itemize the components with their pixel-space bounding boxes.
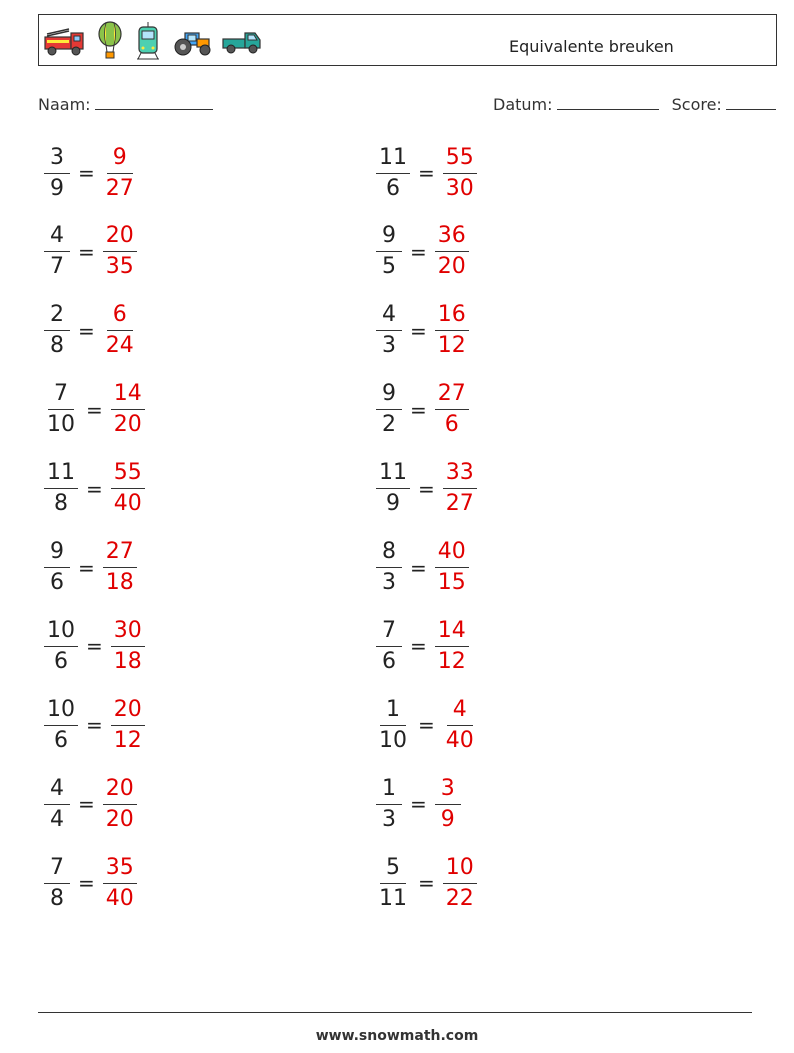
answer-denominator: 40 <box>445 727 474 753</box>
given-numerator: 4 <box>44 778 70 805</box>
answer-denominator: 12 <box>113 727 142 753</box>
given-fraction <box>376 225 402 278</box>
given-numerator: 10 <box>44 620 78 647</box>
pickup-truck-icon <box>221 27 263 55</box>
given-numerator: 1 <box>380 699 406 726</box>
answer-fraction <box>111 383 145 436</box>
answer-fraction <box>111 462 145 515</box>
answer-numerator: 27 <box>103 541 137 568</box>
given-denominator: 7 <box>50 254 64 280</box>
fraction-problem <box>44 457 145 521</box>
equals-sign: = <box>86 713 103 738</box>
given-numerator: 1 <box>376 778 402 805</box>
given-denominator: 8 <box>50 885 64 911</box>
equals-sign: = <box>78 239 95 264</box>
given-denominator: 10 <box>379 727 407 753</box>
given-fraction <box>376 696 410 753</box>
answer-numerator: 20 <box>103 225 137 252</box>
given-denominator: 4 <box>50 806 64 832</box>
answer-denominator: 6 <box>444 412 459 438</box>
date-label: Datum: <box>493 95 553 114</box>
given-fraction <box>376 617 402 674</box>
equals-sign: = <box>78 318 95 343</box>
answer-denominator: 40 <box>113 491 142 517</box>
answer-denominator: 27 <box>445 491 474 517</box>
answer-fraction <box>103 541 137 594</box>
given-denominator: 6 <box>50 570 64 595</box>
answer-numerator: 35 <box>103 857 137 884</box>
fraction-problem <box>376 220 469 284</box>
fraction-problem <box>376 299 469 363</box>
given-numerator: 2 <box>44 304 70 331</box>
fraction-problem <box>376 614 469 678</box>
answer-numerator: 55 <box>443 147 477 174</box>
answer-fraction <box>103 144 137 201</box>
equals-sign: = <box>78 161 95 185</box>
given-fraction <box>44 144 70 201</box>
answer-fraction <box>443 854 477 911</box>
given-fraction <box>44 225 70 278</box>
answer-fraction <box>435 541 469 594</box>
given-fraction <box>44 617 78 674</box>
answer-numerator: 6 <box>107 304 133 331</box>
fraction-problem <box>44 772 137 836</box>
fraction-problem <box>44 220 137 284</box>
equals-sign: = <box>78 792 95 817</box>
given-denominator: 8 <box>50 333 64 359</box>
equals-sign: = <box>418 161 435 185</box>
footer-divider <box>38 1012 752 1013</box>
fraction-problem <box>376 141 477 205</box>
answer-fraction <box>103 225 137 278</box>
fraction-problem <box>44 851 137 915</box>
tractor-icon <box>171 25 213 57</box>
answer-denominator: 9 <box>440 806 455 832</box>
icon-row <box>43 21 263 61</box>
given-fraction <box>44 383 78 436</box>
given-numerator: 4 <box>44 225 70 252</box>
given-numerator: 11 <box>376 147 410 174</box>
answer-denominator: 20 <box>105 806 134 832</box>
answer-denominator: 22 <box>445 885 474 911</box>
given-numerator: 7 <box>48 383 74 410</box>
given-fraction <box>376 383 402 436</box>
date-score-fields <box>493 93 776 114</box>
page-title: Equivalente breuken <box>509 37 674 56</box>
answer-fraction <box>103 304 137 357</box>
given-numerator: 9 <box>44 541 70 568</box>
given-denominator: 3 <box>382 806 396 832</box>
given-numerator: 11 <box>376 462 410 489</box>
worksheet-header <box>38 14 777 66</box>
given-denominator: 6 <box>386 175 400 201</box>
fraction-problem <box>376 536 469 600</box>
name-field <box>38 93 213 114</box>
answer-fraction <box>443 462 477 515</box>
given-numerator: 9 <box>376 383 402 410</box>
answer-denominator: 30 <box>445 175 474 201</box>
hot-air-balloon-icon <box>95 21 125 61</box>
answer-numerator: 30 <box>111 620 145 647</box>
equals-sign: = <box>410 239 427 264</box>
given-fraction <box>376 304 402 357</box>
fraction-problem <box>44 614 145 678</box>
answer-fraction <box>435 304 469 357</box>
fraction-problem <box>44 378 145 442</box>
given-numerator: 9 <box>376 225 402 252</box>
date-blank[interactable] <box>557 93 659 110</box>
equals-sign: = <box>86 476 103 501</box>
answer-numerator: 10 <box>443 857 477 884</box>
answer-fraction <box>435 775 461 832</box>
given-denominator: 9 <box>50 175 64 201</box>
answer-numerator: 14 <box>111 383 145 410</box>
fraction-problem <box>44 536 137 600</box>
fraction-problem <box>44 693 145 757</box>
given-numerator: 4 <box>376 304 402 331</box>
answer-denominator: 15 <box>437 570 466 595</box>
given-denominator: 6 <box>54 727 68 753</box>
answer-fraction <box>111 696 145 753</box>
answer-denominator: 12 <box>437 648 466 674</box>
given-numerator: 11 <box>44 462 78 489</box>
equals-sign: = <box>410 318 427 343</box>
given-fraction <box>376 462 410 515</box>
answer-numerator: 9 <box>107 147 133 174</box>
given-numerator: 5 <box>380 857 406 884</box>
fraction-problem <box>376 851 477 915</box>
given-fraction <box>44 854 70 911</box>
answer-denominator: 40 <box>105 885 134 911</box>
equals-sign: = <box>410 634 427 659</box>
answer-denominator: 12 <box>437 333 466 359</box>
answer-fraction <box>443 144 477 201</box>
given-numerator: 8 <box>376 541 402 568</box>
given-denominator: 8 <box>54 491 68 517</box>
answer-fraction <box>435 617 469 674</box>
fire-truck-icon <box>43 25 87 57</box>
given-fraction <box>376 144 410 201</box>
answer-fraction <box>435 383 469 436</box>
answer-denominator: 35 <box>105 254 134 280</box>
given-numerator: 7 <box>376 620 402 647</box>
name-blank[interactable] <box>95 93 213 110</box>
fraction-problem <box>44 141 137 205</box>
given-fraction <box>376 775 402 832</box>
given-numerator: 10 <box>44 699 78 726</box>
equals-sign: = <box>418 476 435 501</box>
score-blank[interactable] <box>726 93 776 110</box>
answer-fraction <box>443 696 477 753</box>
given-denominator: 6 <box>54 648 68 674</box>
equals-sign: = <box>86 397 103 422</box>
answer-fraction <box>111 617 145 674</box>
equals-sign: = <box>78 871 95 896</box>
tram-icon <box>133 21 163 61</box>
equals-sign: = <box>418 713 435 738</box>
answer-numerator: 36 <box>435 225 469 252</box>
given-denominator: 3 <box>382 570 396 595</box>
answer-denominator: 24 <box>105 333 134 359</box>
answer-numerator: 14 <box>435 620 469 647</box>
given-denominator: 6 <box>382 648 396 674</box>
answer-numerator: 40 <box>435 541 469 568</box>
given-denominator: 3 <box>382 333 396 359</box>
given-denominator: 2 <box>382 412 396 438</box>
answer-fraction <box>103 854 137 911</box>
answer-numerator: 3 <box>435 778 461 805</box>
answer-numerator: 55 <box>111 462 145 489</box>
answer-denominator: 27 <box>105 175 134 201</box>
given-fraction <box>376 854 410 911</box>
given-fraction <box>44 696 78 753</box>
given-numerator: 7 <box>44 857 70 884</box>
score-label: Score: <box>671 95 722 114</box>
equals-sign: = <box>86 634 103 659</box>
footer-url: www.snowmath.com <box>315 1028 479 1044</box>
given-fraction <box>44 775 70 832</box>
answer-numerator: 16 <box>435 304 469 331</box>
given-fraction <box>44 541 70 594</box>
answer-denominator: 18 <box>113 648 142 674</box>
given-denominator: 10 <box>47 412 75 438</box>
given-denominator: 11 <box>379 885 407 911</box>
answer-denominator: 18 <box>105 570 134 595</box>
equals-sign: = <box>410 792 427 817</box>
answer-denominator: 20 <box>437 254 466 280</box>
given-denominator: 5 <box>382 254 396 280</box>
name-label: Naam: <box>38 95 91 114</box>
answer-fraction <box>435 225 469 278</box>
equals-sign: = <box>78 555 95 580</box>
fraction-problem <box>376 378 469 442</box>
answer-numerator: 4 <box>447 699 473 726</box>
equals-sign: = <box>410 555 427 580</box>
given-fraction <box>44 304 70 357</box>
equals-sign: = <box>418 871 435 896</box>
given-numerator: 3 <box>44 147 70 174</box>
answer-fraction <box>103 775 137 832</box>
fraction-problem <box>376 772 461 836</box>
fraction-problem <box>376 457 477 521</box>
given-fraction <box>44 462 78 515</box>
answer-numerator: 33 <box>443 462 477 489</box>
answer-numerator: 27 <box>435 383 469 410</box>
given-denominator: 9 <box>386 491 400 517</box>
answer-numerator: 20 <box>111 699 145 726</box>
answer-denominator: 20 <box>113 412 142 438</box>
given-fraction <box>376 541 402 594</box>
fraction-problem <box>44 299 137 363</box>
fraction-problem <box>376 693 477 757</box>
equals-sign: = <box>410 397 427 422</box>
answer-numerator: 20 <box>103 778 137 805</box>
